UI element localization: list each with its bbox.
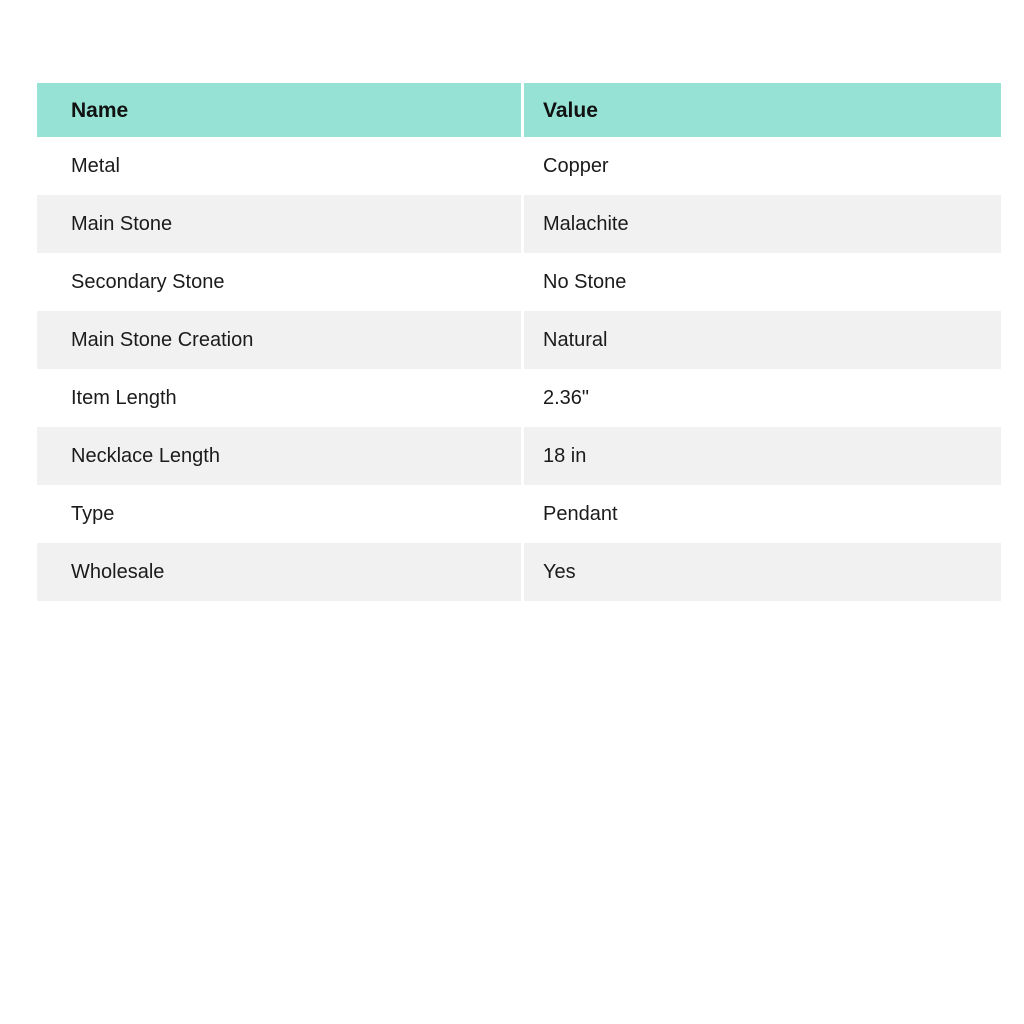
row-value-cell: Malachite <box>524 195 1001 253</box>
row-name-cell: Item Length <box>37 369 521 427</box>
table-row <box>37 485 1001 543</box>
header-cell-value: Value <box>524 83 1001 137</box>
row-value-cell: Natural <box>524 311 1001 369</box>
row-name-cell: Wholesale <box>37 543 521 601</box>
row-value-cell: 18 in <box>524 427 1001 485</box>
row-value-cell: Yes <box>524 543 1001 601</box>
row-name-cell: Type <box>37 485 521 543</box>
row-name-cell: Metal <box>37 137 521 195</box>
row-value-cell: No Stone <box>524 253 1001 311</box>
row-name-cell: Main Stone <box>37 195 521 253</box>
table-row <box>37 427 1001 485</box>
row-value-cell: 2.36" <box>524 369 1001 427</box>
row-value-cell: Pendant <box>524 485 1001 543</box>
table-header-row <box>37 83 1001 137</box>
table-row <box>37 543 1001 601</box>
table-row <box>37 253 1001 311</box>
row-value-cell: Copper <box>524 137 1001 195</box>
table-row <box>37 195 1001 253</box>
product-spec-table <box>37 83 1001 601</box>
row-name-cell: Main Stone Creation <box>37 311 521 369</box>
table-row <box>37 311 1001 369</box>
row-name-cell: Necklace Length <box>37 427 521 485</box>
table-row <box>37 369 1001 427</box>
header-cell-name: Name <box>37 83 521 137</box>
table-row <box>37 137 1001 195</box>
row-name-cell: Secondary Stone <box>37 253 521 311</box>
